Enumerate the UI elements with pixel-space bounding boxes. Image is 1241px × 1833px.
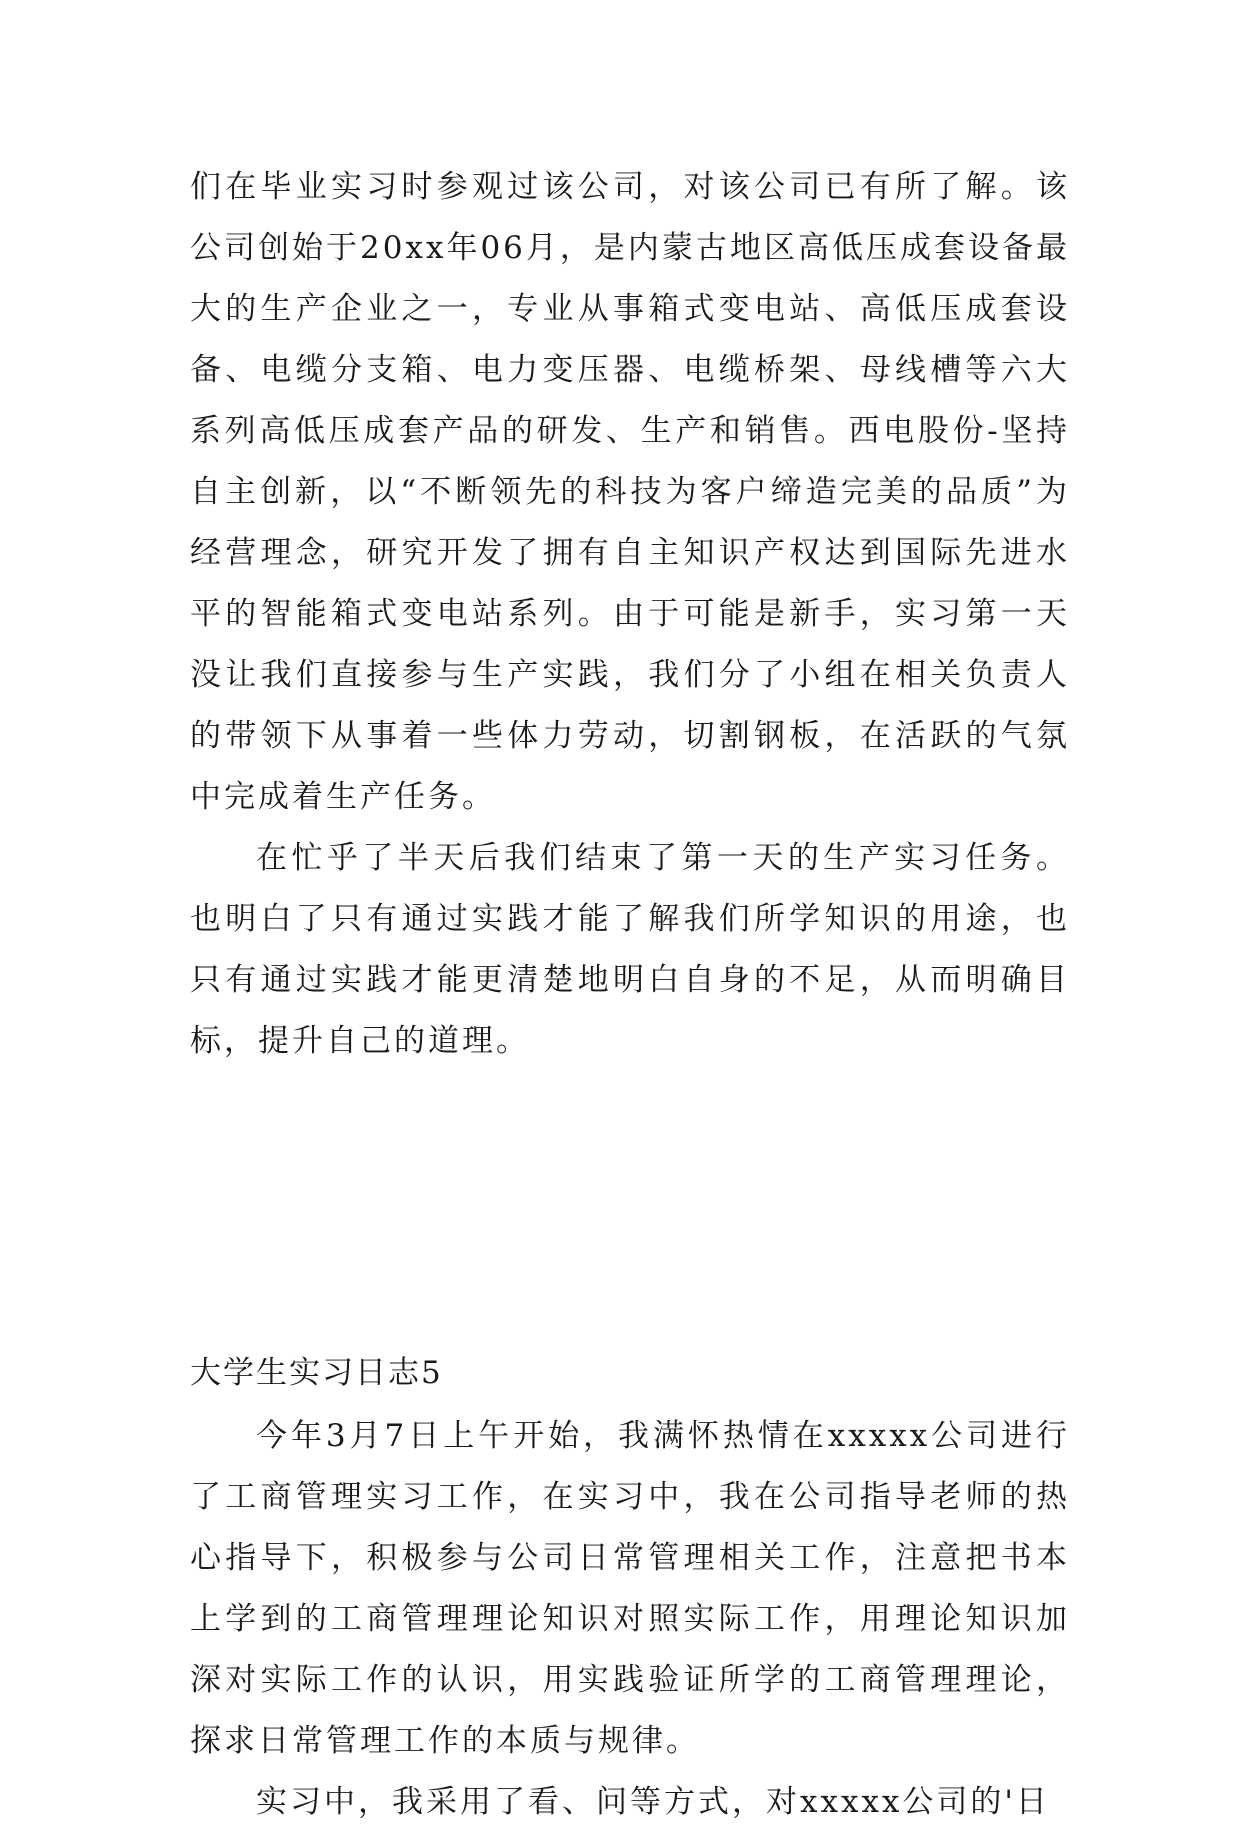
paragraph-internship-methods: 实习中，我采用了看、问等方式，对xxxxx公司的'日 xyxy=(256,1784,1050,1820)
paragraph-internship-start: 今年3月7日上午开始，我满怀热情在xxxxx公司进行了工商管理实习工作，在实习中，我在公司指导老师的热心指导下，积极参与公司日常管理相关工作，注意把书本上学到的工商管理理论知识对照实际工作，用理论知识加深对实际工作的认识，用实践验证所学的工商管理理论，探求日常管理工作的本质与规律。 xyxy=(190,1418,1070,1759)
body-text-top xyxy=(190,157,1070,1072)
section-heading: 大学生实习日志5 xyxy=(190,1355,443,1391)
paragraph-company-intro: 们在毕业实习时参观过该公司，对该公司已有所了解。该公司创始于20xx年06月，是内蒙古地区高低压成套设备最大的生产企业之一，专业从事箱式变电站、高低压成套设备、电缆分支箱、电力变压器、电缆桥架、母线槽等六大系列高低压成套产品的研发、生产和销售。西电股份-坚持自主创新，以“不断领先的科技为客户缔造完美的品质”为经营理念，研究开发了拥有自主知识产权达到国际先进水平的智能箱式变电站系列。由于可能是新手，实习第一天没让我们直接参与生产实践，我们分了小组在相关负责人的带领下从事着一些体力劳动，切割钢板，在活跃的气氛中完成着生产任务。 xyxy=(190,169,1070,815)
paragraph-first-day-summary: 在忙乎了半天后我们结束了第一天的生产实习任务。也明白了只有通过实践才能了解我们所学知识的用途，也只有通过实践才能更清楚地明白自身的不足，从而明确目标，提升自己的道理。 xyxy=(190,840,1070,1059)
body-text-section xyxy=(190,1406,1070,1833)
